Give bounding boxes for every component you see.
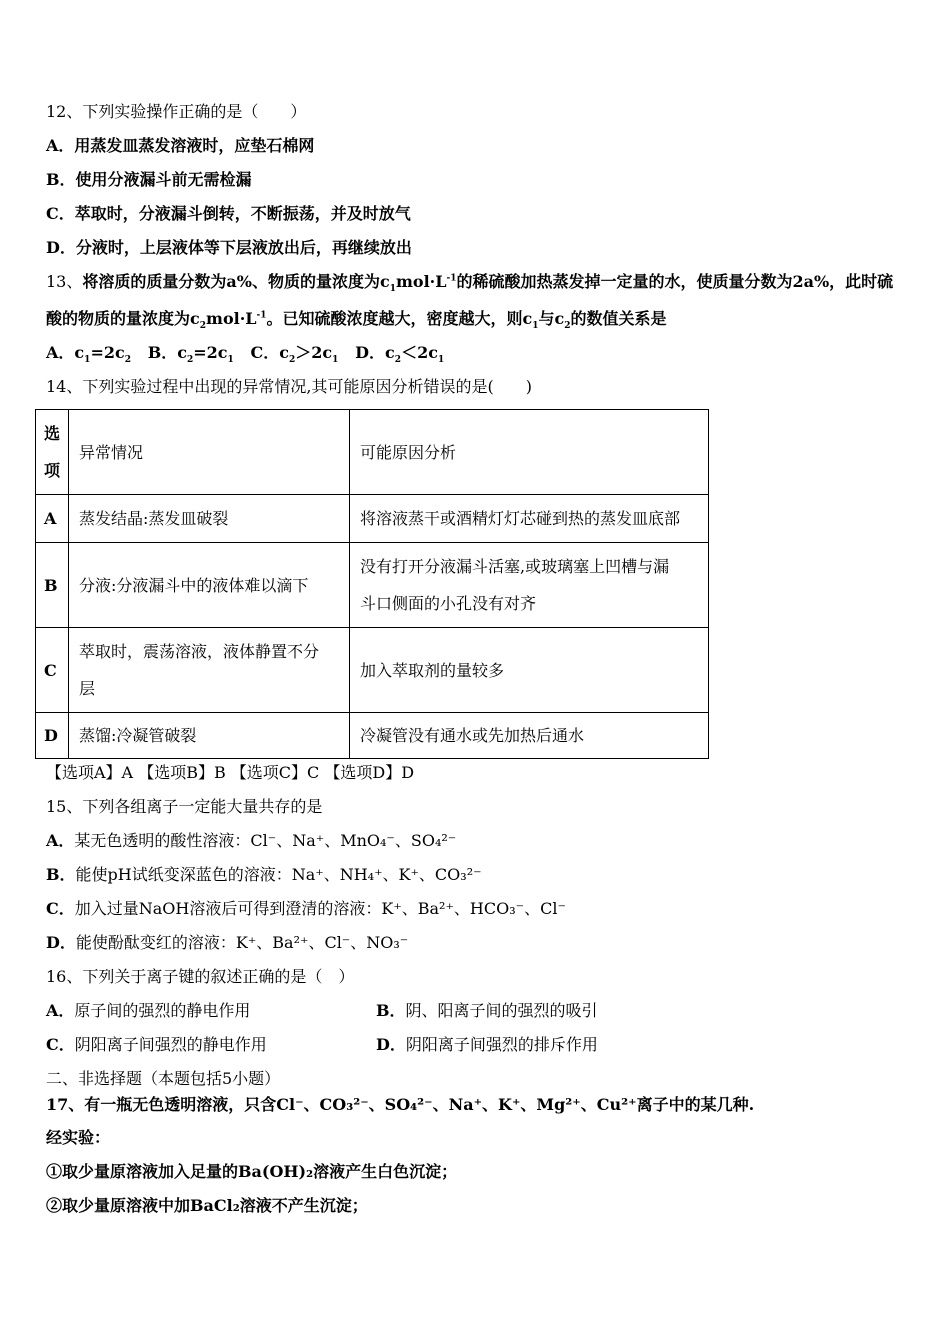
q15-option-d [46, 932, 408, 954]
q16-option-b [376, 1000, 598, 1022]
option-letter: C． [46, 899, 75, 918]
table-row [36, 495, 709, 543]
option-letter: C． [46, 204, 75, 223]
case-cell [69, 628, 350, 713]
option-letter: B． [147, 343, 178, 362]
option-text: 阴、阳离子间的强烈的吸引 [405, 1001, 598, 1020]
option-text: 某无色透明的酸性溶液：Cl⁻、Na⁺、MnO₄⁻、SO₄²⁻ [74, 831, 457, 850]
q17-step-1: ①取少量原溶液加入足量的Ba(OH)₂溶液产生白色沉淀； [46, 1162, 458, 1181]
q13-line1 [46, 271, 893, 293]
q13-text: 酸的物质的量浓度为c [46, 309, 200, 328]
option-text: =2c [193, 343, 228, 362]
header-text: 选 [44, 424, 61, 443]
subscript: 2 [124, 355, 131, 366]
subscript: 1 [227, 355, 234, 366]
subscript: 2 [394, 355, 402, 366]
option-text: 萃取时，分液漏斗倒转，不断振荡，并及时放气 [74, 204, 411, 223]
option-text: c [74, 343, 85, 362]
table-row [36, 713, 709, 759]
q13-number: 13、 [46, 272, 83, 291]
option-letter: C． [250, 343, 280, 362]
q16-option-a [46, 1000, 250, 1022]
option-text: 阴阳离子间强烈的排斥作用 [405, 1035, 598, 1054]
q17-experiment-label: 经实验： [46, 1128, 111, 1147]
q15-option-b [46, 864, 482, 886]
option-letter: C． [46, 1035, 75, 1054]
table-header-row [36, 410, 709, 495]
q16-option-c [46, 1034, 267, 1056]
option-letter: A． [46, 343, 75, 362]
subscript: 2 [289, 355, 296, 366]
reason-cell: 将溶液蒸干或酒精灯灯芯碰到热的蒸发皿底部 [350, 495, 709, 543]
q17-stem: 17、有一瓶无色透明溶液，只含Cl⁻、CO₃²⁻、SO₄²⁻、Na⁺、K⁺、Mg²⁺、Cu²⁺离子中的某几种. [46, 1095, 755, 1114]
header-option-cell [36, 410, 69, 495]
q12-option-c [46, 203, 411, 225]
q13-options [46, 342, 444, 364]
q15-option-a [46, 830, 456, 852]
case-cell: 蒸馏:冷凝管破裂 [69, 713, 350, 759]
header-reason-cell: 可能原因分析 [350, 410, 709, 495]
subscript: 1 [389, 284, 396, 295]
option-letter: A． [46, 136, 75, 155]
q12-option-d [46, 237, 412, 259]
q14-table [35, 409, 709, 759]
subscript: 2 [186, 355, 194, 366]
q13-text: mol·L [206, 309, 257, 328]
q13-line2 [46, 308, 667, 330]
q15-stem: 15、下列各组离子一定能大量共存的是 [46, 797, 323, 816]
case-cell: 分液:分液漏斗中的液体难以滴下 [69, 543, 350, 628]
subscript: 2 [564, 321, 571, 332]
option-letter: B． [376, 1001, 406, 1020]
reason-cell: 加入萃取剂的量较多 [350, 628, 709, 713]
option-cell: D [36, 713, 69, 759]
subscript: 1 [332, 355, 339, 366]
option-cell: C [36, 628, 69, 713]
option-letter: B． [46, 170, 76, 189]
q13-text: 与c [538, 309, 565, 328]
q12-option-a [46, 135, 314, 157]
header-text: 项 [44, 461, 61, 480]
q13-text: 的数值关系是 [570, 309, 667, 328]
q12-stem: 12、下列实验操作正确的是（ ） [46, 102, 307, 121]
option-text: 分液时，上层液体等下层液放出后，再继续放出 [75, 238, 412, 257]
reason-cell [350, 543, 709, 628]
option-text: c [177, 343, 187, 362]
option-letter: A． [46, 1001, 75, 1020]
q16-stem: 16、下列关于离子键的叙述正确的是（ ） [46, 967, 355, 986]
option-cell: B [36, 543, 69, 628]
option-text: c [385, 343, 395, 362]
superscript: -1 [256, 310, 267, 321]
q13-text: 。已知硫酸浓度越大，密度越大，则c [266, 309, 533, 328]
reason-cell: 冷凝管没有通水或先加热后通水 [350, 713, 709, 759]
option-text: 能使pH试纸变深蓝色的溶液：Na⁺、NH₄⁺、K⁺、CO₃²⁻ [75, 865, 482, 884]
option-text: c [279, 343, 290, 362]
q14-answer-line: 【选项A】A 【选项B】B 【选项C】C 【选项D】D [46, 763, 415, 782]
option-text: 加入过量NaOH溶液后可得到澄清的溶液：K⁺、Ba²⁺、HCO₃⁻、Cl⁻ [74, 899, 566, 918]
option-letter: A． [46, 831, 75, 850]
option-letter: B． [46, 865, 76, 884]
option-text: ＜2c [401, 343, 438, 362]
subscript: 1 [437, 355, 445, 366]
q13-text: mol·L [395, 272, 447, 291]
q13-text: 将溶质的质量分数为a%、物质的量浓度为c [82, 272, 390, 291]
option-text: 使用分液漏斗前无需检漏 [75, 170, 252, 189]
subscript: 1 [532, 321, 539, 332]
header-case-cell: 异常情况 [69, 410, 350, 495]
option-cell: A [36, 495, 69, 543]
option-letter: D． [46, 933, 76, 952]
option-text: 能使酚酞变红的溶液：K⁺、Ba²⁺、Cl⁻、NO₃⁻ [75, 933, 409, 952]
case-line: 层 [79, 679, 96, 698]
q16-option-d [376, 1034, 598, 1056]
option-text: 阴阳离子间强烈的静电作用 [74, 1035, 267, 1054]
table-row [36, 543, 709, 628]
q14-stem: 14、下列实验过程中出现的异常情况,其可能原因分析错误的是( ) [46, 377, 532, 396]
option-text: =2c [90, 343, 125, 362]
option-text: ＞2c [295, 343, 333, 362]
case-line: 萃取时，震荡溶液，液体静置不分 [79, 642, 320, 661]
section-heading: 二、非选择题（本题包括5小题） [46, 1069, 281, 1088]
subscript: 1 [84, 355, 91, 366]
q15-option-c [46, 898, 566, 920]
q17-step-2: ②取少量原溶液中加BaCl₂溶液不产生沉淀； [46, 1196, 368, 1215]
case-cell: 蒸发结晶:蒸发皿破裂 [69, 495, 350, 543]
table-row [36, 628, 709, 713]
option-text: 原子间的强烈的静电作用 [74, 1001, 251, 1020]
subscript: 2 [199, 321, 207, 332]
option-letter: D． [46, 238, 76, 257]
option-letter: D． [355, 343, 386, 362]
reason-line: 没有打开分液漏斗活塞,或玻璃塞上凹槽与漏 [360, 557, 670, 576]
q13-text: 的稀硫酸加热蒸发掉一定量的水，使质量分数为2a%，此时硫 [456, 272, 894, 291]
q12-option-b [46, 169, 252, 191]
option-letter: D． [376, 1035, 406, 1054]
option-text: 用蒸发皿蒸发溶液时，应垫石棉网 [74, 136, 315, 155]
superscript: -1 [446, 273, 457, 284]
reason-line: 斗口侧面的小孔没有对齐 [360, 594, 537, 613]
